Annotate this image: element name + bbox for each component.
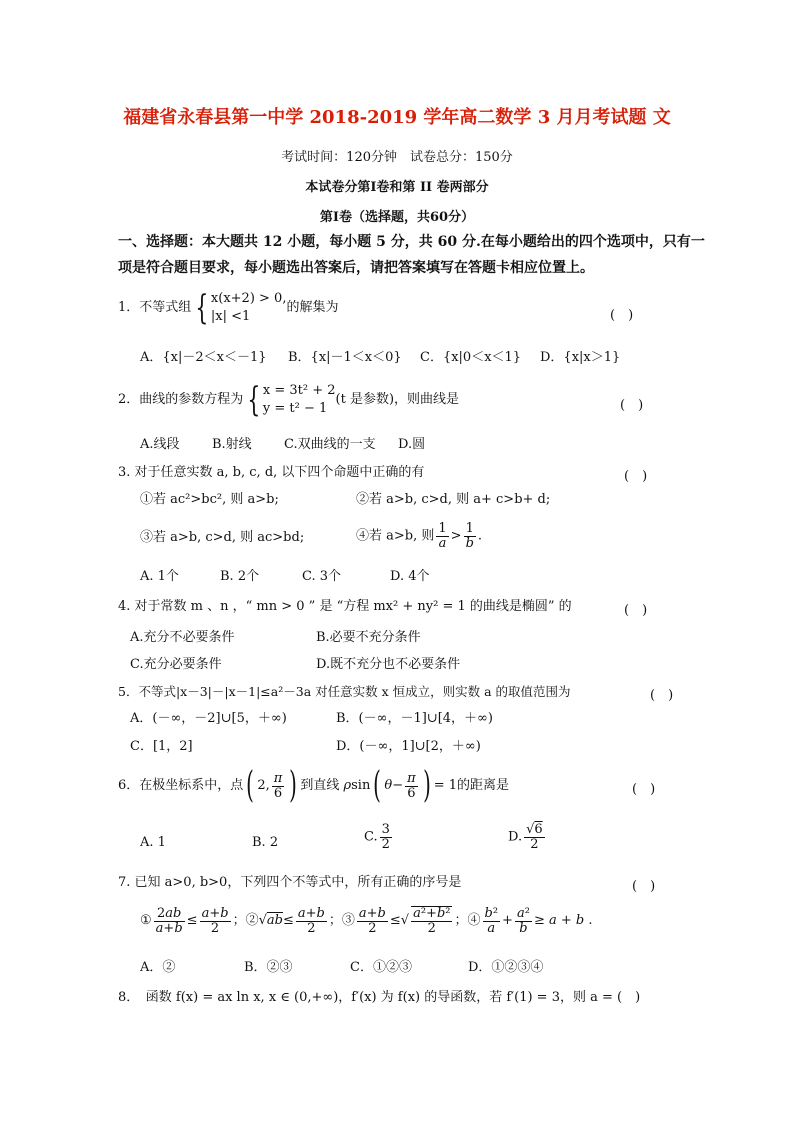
q1-option-c: C．{x|0＜x＜1}: [420, 350, 522, 365]
q3-option-c: C. 3个: [302, 569, 342, 584]
question-5-stem: 5．不等式|x－3|－|x－1|≤a²－3a 对任意实数 x 恒成立，则实数 a 的取值范围为: [118, 684, 571, 699]
q1-brace: {: [195, 288, 209, 328]
q7-option-c: C．①②③: [350, 960, 412, 975]
q3-proposition-3: ③若 a>b, c>d, 则 ac>bd;: [140, 530, 305, 545]
q7-option-a: A．②: [140, 960, 176, 975]
q6-mid: 到直线: [300, 778, 340, 793]
exam-structure: 本试卷分第Ⅰ卷和第 II 卷两部分: [305, 180, 489, 195]
q4-option-b: B.必要不充分条件: [316, 630, 421, 645]
question-6-stem: 6．在极坐标系中，点( 2, $\frac{\pi}{6}$ ) 到直线 ρsin( θ− $\frac{\pi}{6}$ ) = 1的距离是: [118, 765, 510, 806]
q6-answer-paren: ( ): [632, 782, 656, 797]
section-intro-line2: 项是符合题目要求，每小题选出答案后，请把答案填写在答题卡相应位置上。: [118, 260, 594, 276]
q3-fraction-1-over-b: $\frac{1}{b}$: [465, 521, 474, 551]
question-3-stem: 3. 对于任意实数 a, b, c, d, 以下四个命题中正确的有: [118, 465, 425, 480]
q1-line2: |x| <1: [210, 309, 251, 324]
question-1-stem: [118, 290, 338, 326]
q3-proposition-2: ②若 a>b, c>d, 则 a+ c>b+ d;: [356, 492, 551, 507]
q2-brace: {: [247, 380, 261, 420]
q3-option-b: B. 2个: [220, 569, 260, 584]
q7-answer-paren: ( ): [632, 879, 656, 894]
q6-point-fraction: $\frac{\pi}{6}$: [273, 770, 283, 801]
q3-fraction-1-over-a: $\frac{1}{a}$: [438, 521, 447, 551]
exam-info: 考试时间：120分钟 试卷总分：150分: [281, 150, 513, 165]
q7-option-d: D．①②③④: [468, 960, 544, 975]
q6-option-b: B. 2: [252, 835, 279, 850]
q1-answer-paren: ( ): [610, 308, 634, 323]
q1-suffix: 的解集为: [286, 300, 339, 315]
q1-line1: x(x+2) > 0,: [210, 291, 287, 306]
q5-option-d: D．(－∞，1]∪[2，＋∞): [336, 739, 481, 754]
q2-option-b: B.射线: [212, 437, 252, 452]
q2-option-c: C.双曲线的一支: [284, 437, 376, 452]
q4-option-a: A.充分不必要条件: [130, 630, 235, 645]
q6-suffix: 的距离是: [457, 778, 510, 793]
q3-option-d: D. 4个: [390, 569, 430, 584]
q2-answer-paren: ( ): [620, 398, 644, 413]
q2-option-d: D.圆: [398, 437, 426, 452]
q7-inequalities: ① $\frac{2ab}{a+b}$ ≤ $\frac{a+b}{2}$ ；②√ab≤ $\frac{a+b}{2}$ ；③ $\frac{a+b}{2}$ ≤√ $\frac{\text{a²+b²}}{2}$ ；④ $\frac{\text{b²}}{a}$ + $\frac{\text{a²}}{b}$ ≥ a + b .: [140, 905, 593, 936]
part1-heading: 第Ⅰ卷（选择题，共60分）: [319, 210, 475, 225]
q1-option-d: D．{x|x＞1}: [540, 350, 621, 365]
q6-option-d: D. $\frac{√6}{2}$: [508, 822, 543, 852]
q5-option-a: A．(－∞，－2]∪[5，＋∞): [130, 711, 287, 726]
q4-answer-paren: ( ): [624, 603, 648, 618]
question-4-stem: 4. 对于常数 m 、n ，“ mn > 0 ” 是 “方程 mx² + ny² = 1 的曲线是椭圆” 的: [118, 599, 572, 614]
q2-suffix: (t 是参数)，则曲线是: [335, 392, 460, 407]
question-2-stem: [118, 382, 459, 418]
exam-title: 福建省永春县第一中学 2018-2019 学年高二数学 3 月月考试题 文: [123, 107, 671, 128]
q6-option-a: A. 1: [140, 835, 166, 850]
q3-proposition-1: ①若 ac²>bc², 则 a>b;: [140, 492, 279, 507]
question-8-stem: 8． 函数 f(x) = ax ln x, x ∈ (0,+∞)，f′(x) 为 f(x) 的导函数，若 f′(1) = 3，则 a = ( ): [118, 990, 641, 1005]
q5-option-c: C．[1，2]: [130, 739, 193, 754]
q1-prefix: 1．不等式组: [118, 300, 192, 315]
q1-option-b: B．{x|－1＜x＜0}: [288, 350, 402, 365]
q2-line1: x = 3t² + 2: [262, 383, 336, 398]
q3-option-a: A. 1个: [140, 569, 179, 584]
q3-proposition-4: ④若 a>b, 则 $\frac{1}{a}$ > $\frac{1}{b}$ .: [356, 521, 483, 551]
q6-line-fraction: $\frac{\pi}{6}$: [407, 770, 416, 801]
q3-p4-suffix: .: [477, 528, 483, 544]
q2-option-a: A.线段: [140, 437, 180, 452]
q6-option-c: C. $\frac{3}{2}$: [364, 822, 390, 852]
q3-p4-prefix: ④若 a>b, 则: [356, 528, 435, 544]
q5-answer-paren: ( ): [650, 688, 674, 703]
q3-answer-paren: ( ): [624, 469, 648, 484]
q4-option-c: C.充分必要条件: [130, 657, 222, 672]
q1-option-a: A．{x|－2＜x＜－1}: [140, 350, 267, 365]
q7-option-b: B．②③: [244, 960, 293, 975]
q5-option-b: B．(－∞，－1]∪[4，＋∞): [336, 711, 493, 726]
question-7-stem: 7. 已知 a>0, b>0，下列四个不等式中，所有正确的序号是: [118, 875, 462, 890]
q2-line2: y = t² − 1: [262, 401, 328, 416]
q6-prefix: 6．在极坐标系中，点: [118, 778, 244, 793]
q2-prefix: 2．曲线的参数方程为: [118, 392, 244, 407]
section-intro-line1: 一、选择题：本大题共 12 小题，每小题 5 分，共 60 分.在每小题给出的四个选项中，只有一: [118, 234, 705, 250]
q4-option-d: D.既不充分也不必要条件: [316, 657, 461, 672]
